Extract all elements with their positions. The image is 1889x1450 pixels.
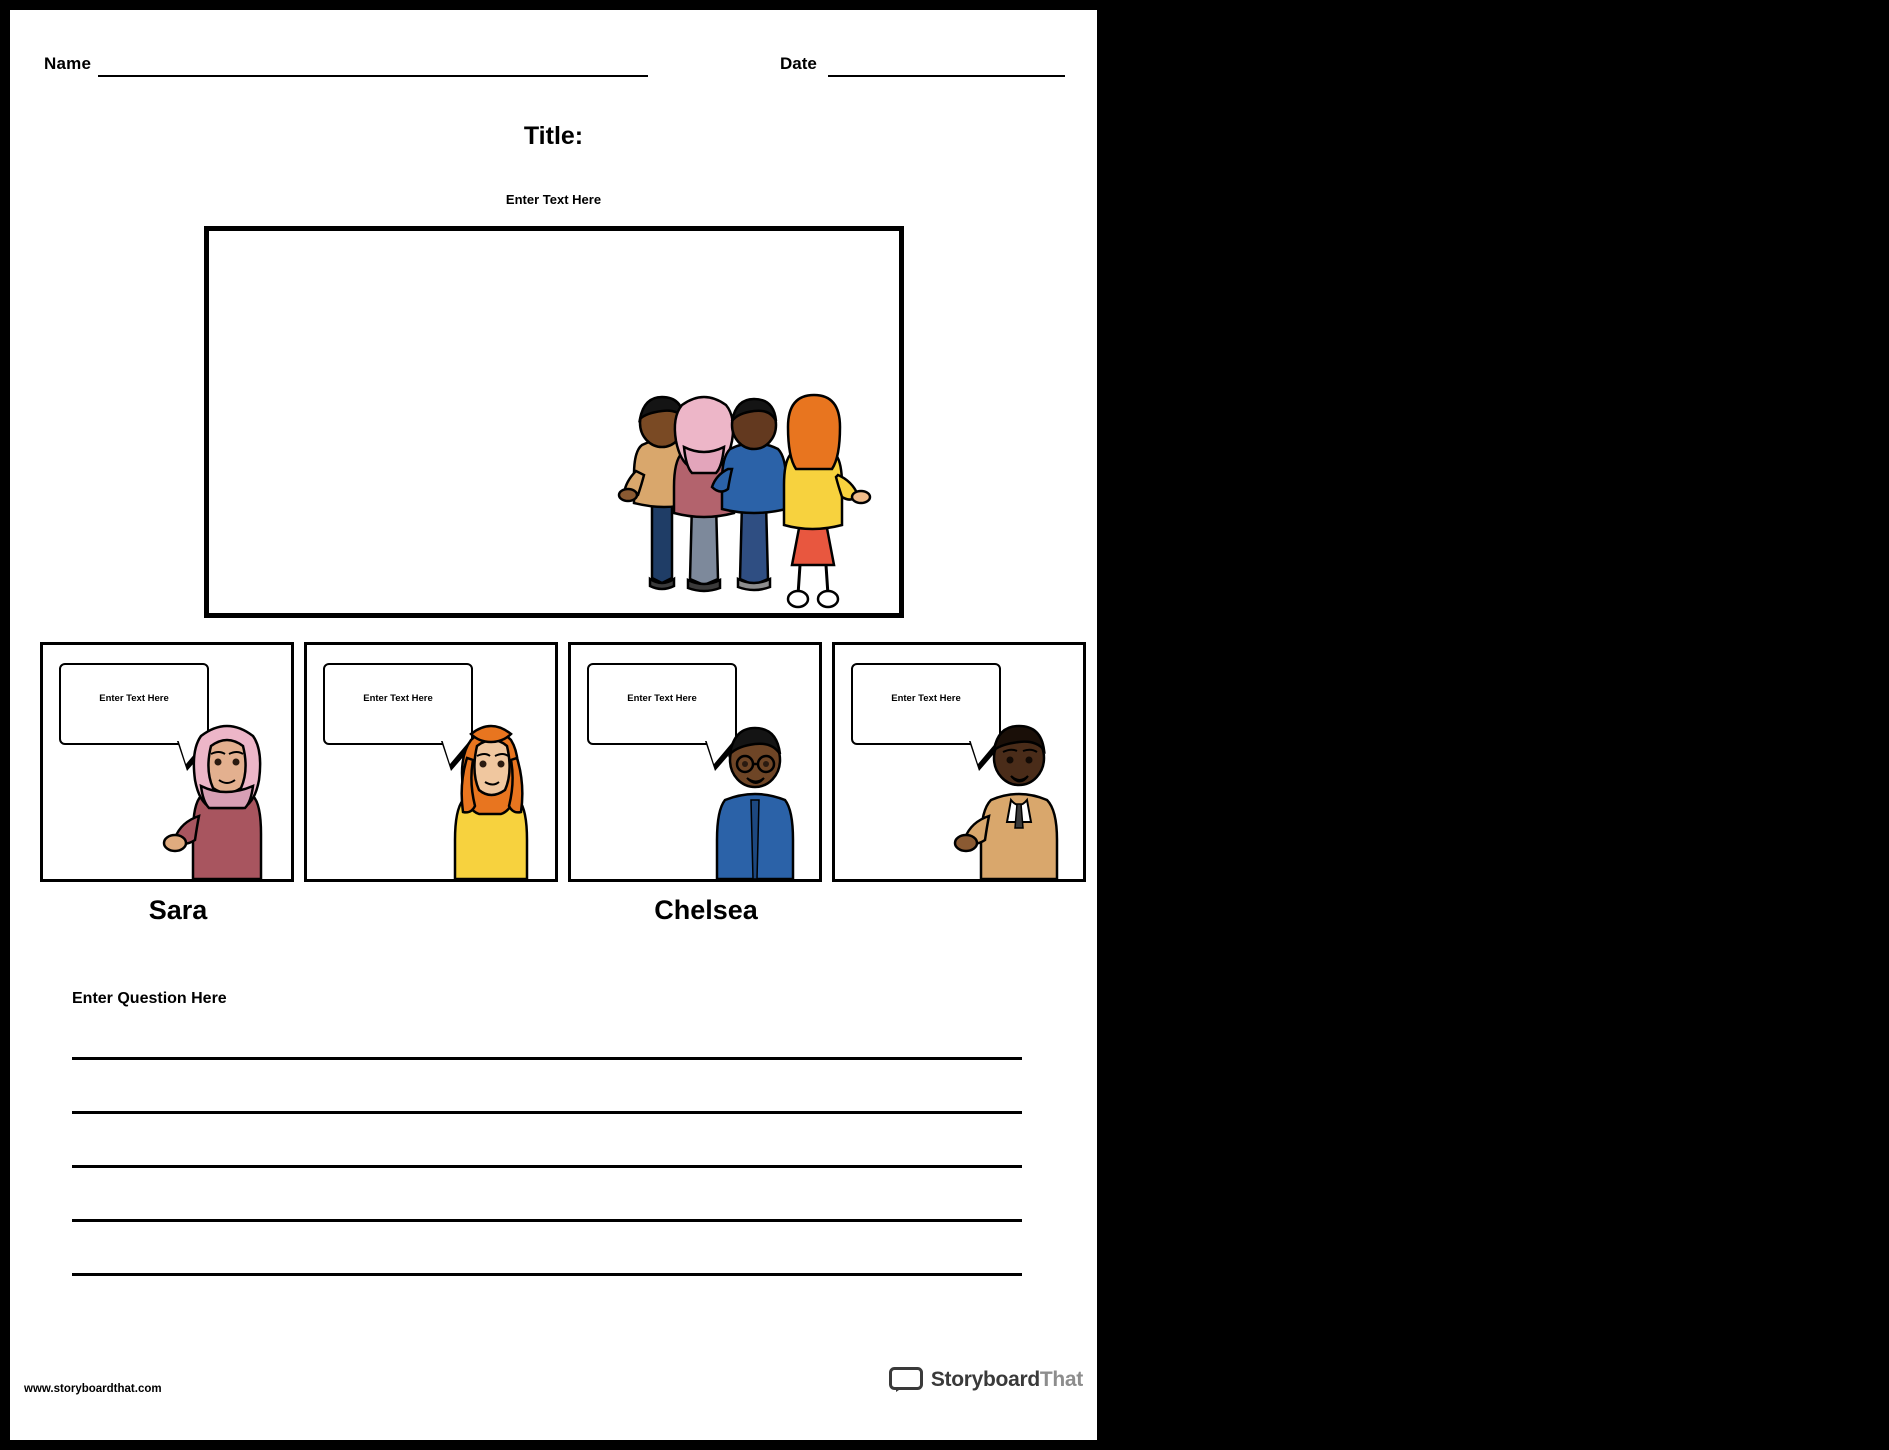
character-card-sara[interactable] — [40, 642, 294, 925]
character-name-jose: Jose — [1203, 895, 1265, 925]
answer-line-3[interactable] — [72, 1165, 1022, 1168]
character-illustration-chelsea — [431, 704, 549, 879]
date-write-line[interactable] — [828, 75, 1065, 77]
character-card-chelsea[interactable] — [304, 642, 758, 925]
character-illustration-curtis — [959, 704, 1077, 879]
speech-bubble-text: Enter Text Here — [363, 693, 433, 704]
character-name-sara: Sara — [148, 895, 208, 925]
main-panel-prompt: Enter Text Here — [505, 192, 602, 207]
speech-bubble-text: Enter Text Here — [627, 693, 697, 704]
brand-primary: Storyboard — [930, 1368, 1040, 1391]
brand-name — [931, 1368, 1083, 1392]
speech-bubble-text: Enter Text Here — [891, 693, 961, 704]
answer-line-1[interactable] — [72, 1057, 1022, 1060]
date-label: Date — [780, 54, 817, 73]
footer-url[interactable]: www.storyboardthat.com — [24, 1383, 162, 1395]
character-illustration-sara — [167, 704, 285, 879]
answer-line-2[interactable] — [72, 1111, 1022, 1114]
answer-line-4[interactable] — [72, 1219, 1022, 1222]
storyboardthat-logo[interactable] — [889, 1367, 1083, 1393]
worksheet-page — [10, 10, 1801, 1440]
character-cards — [32, 642, 1801, 952]
page-title: Title: — [523, 122, 584, 150]
group-of-students-illustration — [624, 383, 889, 613]
speech-bubble-icon — [889, 1367, 923, 1393]
name-label: Name — [44, 54, 92, 73]
brand-secondary: That — [1039, 1368, 1083, 1391]
question-prompt: Enter Question Here — [72, 990, 227, 1007]
name-write-line[interactable] — [98, 75, 648, 77]
character-name-curtis: Curtis — [1722, 895, 1801, 925]
speech-bubble-text: Enter Text Here — [99, 693, 169, 704]
answer-line-5[interactable] — [72, 1273, 1022, 1276]
character-illustration-jose — [695, 704, 813, 879]
character-name-chelsea: Chelsea — [654, 895, 758, 925]
main-scene-panel[interactable] — [204, 226, 904, 618]
